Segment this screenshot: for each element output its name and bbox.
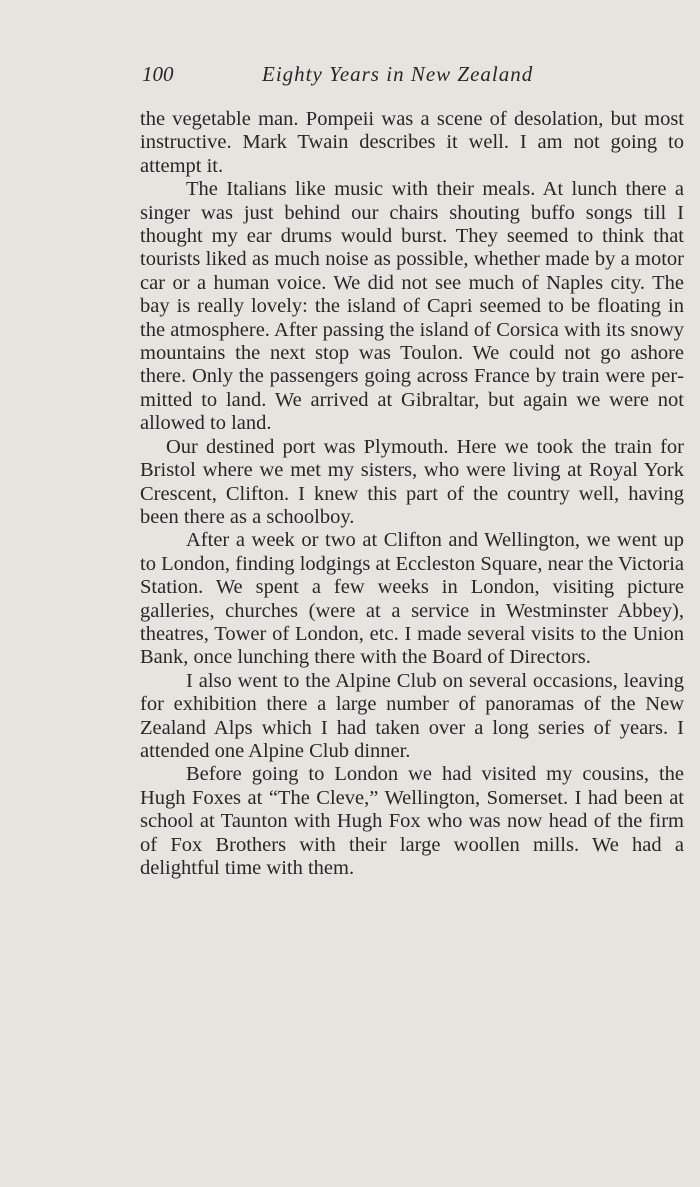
- paragraph-alpine-club: I also went to the Alpine Club on several occasions, leaving for exhibition there a large number of panoramas of the New Zealand Alps which I had taken over a long series of years. I attended one Alpine Club dinner.: [140, 669, 684, 762]
- paragraph-cousins: Before going to London we had visited my cousins, the Hugh Foxes at “The Cleve,” Wellington, Somerset. I had been at school at Taunton with Hugh Fox who was now head of the firm of Fox Brothers with their large woollen mills. We had a delightful time with them.: [140, 763, 684, 879]
- paragraph-continuation: the vegetable man. Pompeii was a scene of desolation, but most instructive. Mark Twain describes it well. I am not going to attempt it.: [140, 108, 684, 177]
- body-text: [140, 108, 684, 880]
- running-title: Eighty Years in New Zealand: [262, 62, 534, 86]
- paragraph-plymouth: Our destined port was Plymouth. Here we took the train for Bristol where we met my sisters, who were living at Royal York Crescent, Clifton. I knew this part of the country well, having been there as a schoolboy.: [140, 435, 684, 528]
- paragraph-london: After a week or two at Clifton and Wellington, we went up to London, finding lodgings at Eccleston Square, near the Victoria Station. We spent a few weeks in London, visiting picture galleries, churches (were at a service in Westminster Abbey), theatres, Tower of London, etc. I made several visits to the Union Bank, once lunching there with the Board of Directors.: [140, 529, 684, 669]
- page-header: [142, 62, 682, 90]
- paragraph-italians-music: The Italians like music with their meals. At lunch there a singer was just behind our chairs shouting buffo songs till I thought my ear drums would burst. They seemed to think that tourists liked as much noise as possible, whether made by a motor car or a human voice. We did not see much of Naples city. The bay is really lovely: the island of Capri seemed to be floating in the atmosphere. After passing the island of Corsica with its snowy mountains the next stop was Toulon. We could not go ashore there. Only the passengers going across France by train were permitted to land. We arrived at Gibraltar, but again we were not allowed to land.: [140, 178, 684, 435]
- page-number: 100: [142, 62, 174, 86]
